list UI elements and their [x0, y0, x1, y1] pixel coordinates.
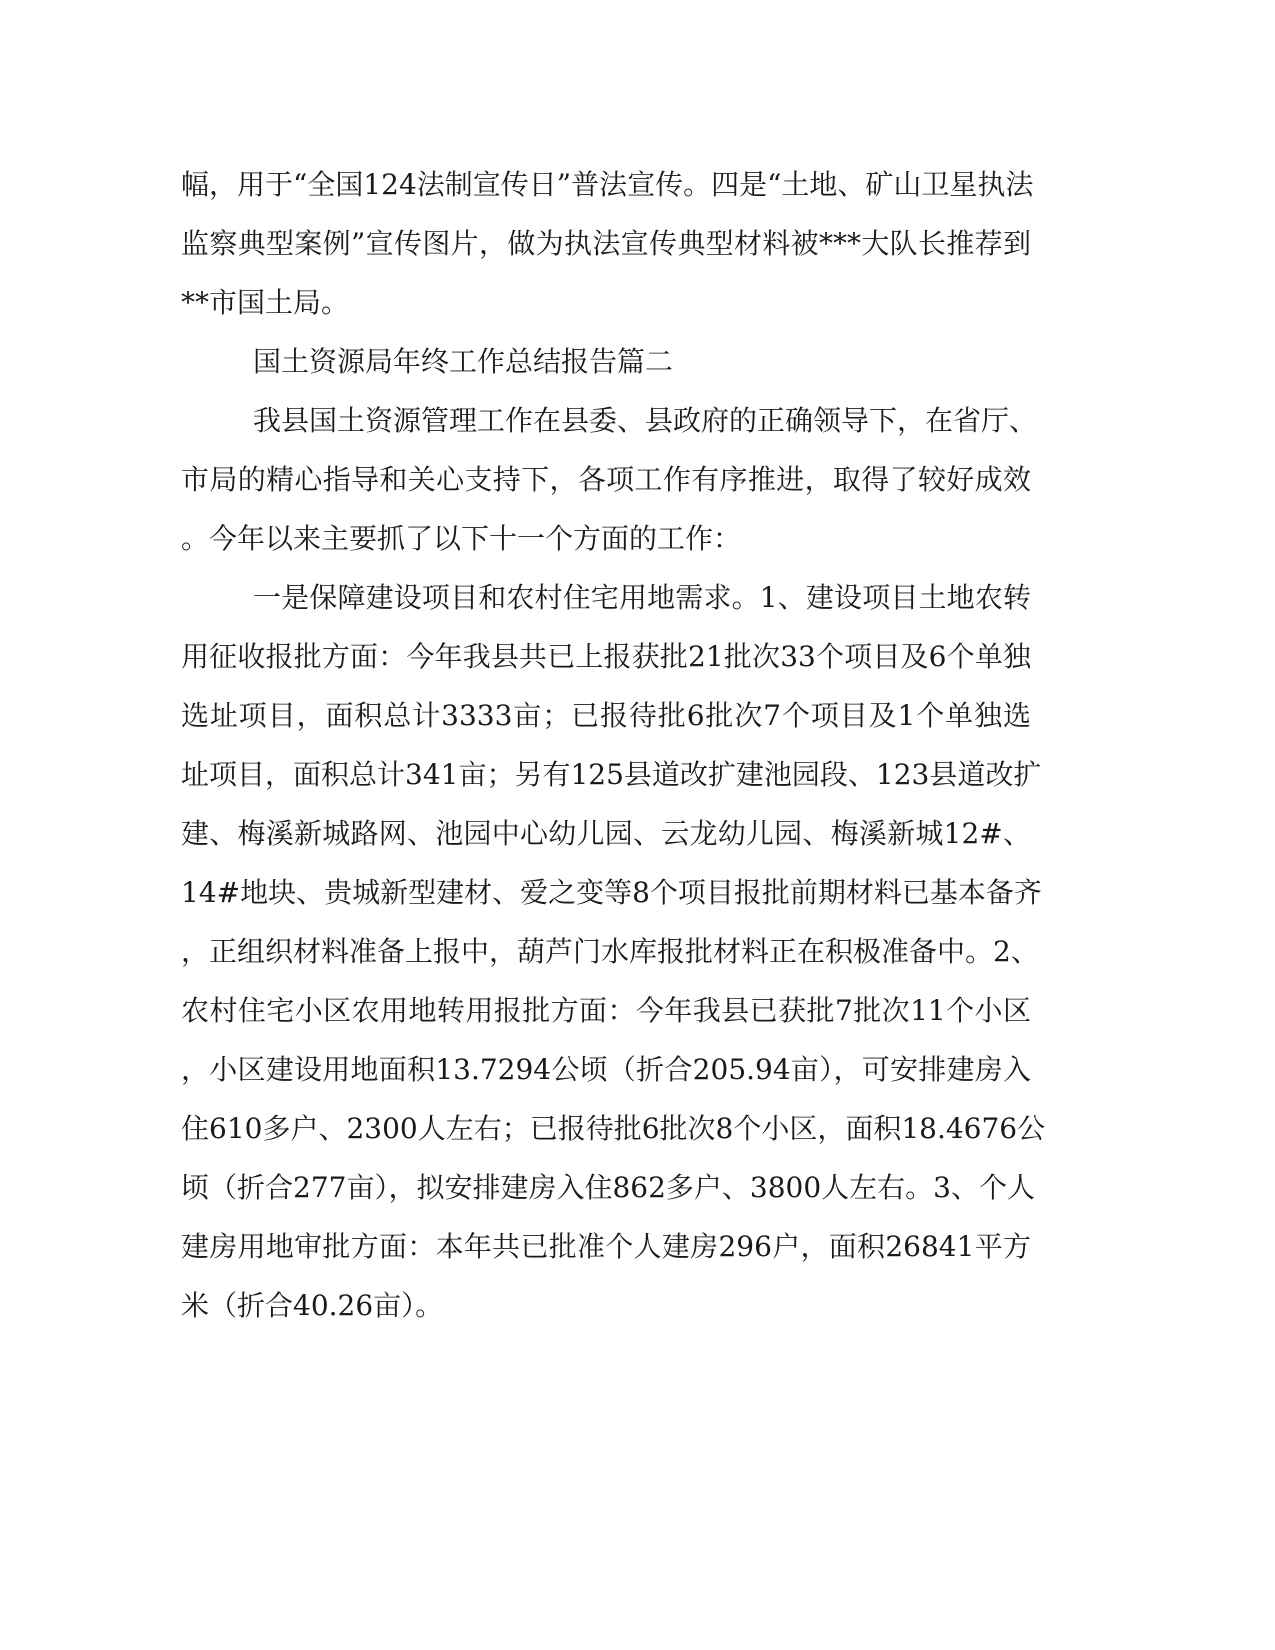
text-line: 建房用地审批方面：本年共已批准个人建房296户，面积26841平方 [181, 1230, 1031, 1263]
text-line: ，小区建设用地面积13.7294公顷（折合205.94亩），可安排建房入 [181, 1053, 1031, 1086]
text-line: 用征收报批方面：今年我县共已上报获批21批次33个项目及6个单独 [181, 640, 1031, 673]
text-line: 选址项目，面积总计3333亩；已报待批6批次7个项目及1个单独选 [181, 699, 1031, 732]
continued-paragraph [181, 155, 1034, 332]
text-line: 我县国土资源管理工作在县委、县政府的正确领导下，在省厅、 [253, 404, 1038, 437]
text-line: **市国土局。 [181, 286, 350, 319]
document-body [181, 155, 1046, 1335]
text-line: 顷（折合277亩），拟安排建房入住862多户、3800人左右。3、个人 [181, 1171, 1035, 1204]
text-line: 农村住宅小区农用地转用报批方面：今年我县已获批7批次11个小区 [181, 994, 1031, 1027]
text-line: 市局的精心指导和关心支持下，各项工作有序推进，取得了较好成效 [181, 463, 1031, 496]
text-line: 址项目，面积总计341亩；另有125县道改扩建池园段、123县道改扩 [181, 758, 1042, 791]
text-line: 建、梅溪新城路网、池园中心幼儿园、云龙幼儿园、梅溪新城12#、 [181, 817, 1031, 850]
item-one-paragraph [181, 568, 1046, 1335]
text-line: 米（折合40.26亩）。 [181, 1289, 444, 1322]
text-line: 幅，用于“全国124法制宣传日”普法宣传。四是“土地、矿山卫星执法 [181, 168, 1034, 201]
intro-paragraph [181, 391, 1038, 568]
text-line: 。今年以来主要抓了以下十一个方面的工作： [181, 522, 742, 555]
text-line: ，正组织材料准备上报中，葫芦门水库报批材料正在积极准备中。2、 [181, 935, 1039, 968]
section-title: 国土资源局年终工作总结报告篇二 [253, 345, 674, 378]
text-line: 14#地块、贵城新型建材、爱之变等8个项目报批前期材料已基本备齐 [181, 876, 1042, 909]
text-line: 住610多户、2300人左右；已报待批6批次8个小区，面积18.4676公 [181, 1112, 1046, 1145]
text-line: 一是保障建设项目和农村住宅用地需求。1、建设项目土地农转 [253, 581, 1031, 614]
text-line: 监察典型案例”宣传图片，做为执法宣传典型材料被***大队长推荐到 [181, 227, 1031, 260]
section-heading [181, 332, 1031, 391]
